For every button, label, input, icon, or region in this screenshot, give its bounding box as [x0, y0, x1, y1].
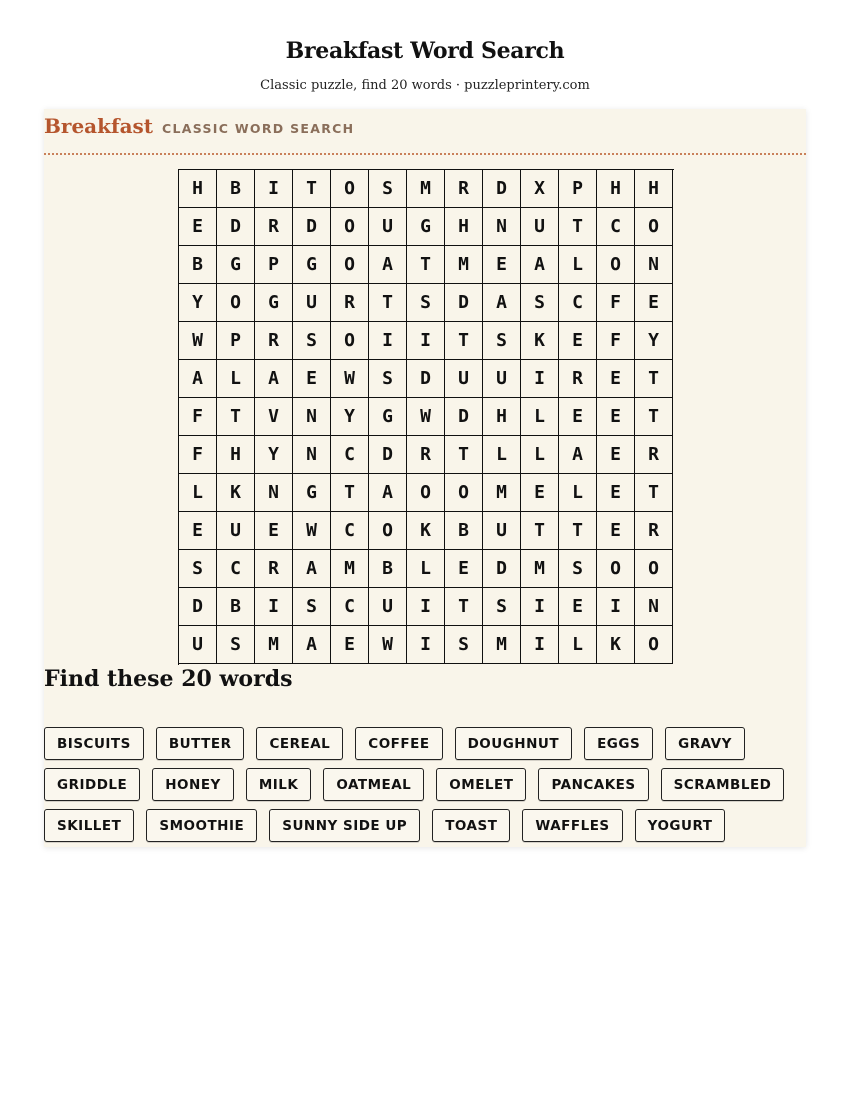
grid-cell[interactable]: O — [331, 170, 369, 208]
grid-cell[interactable]: P — [255, 246, 293, 284]
word-list — [44, 727, 806, 850]
word-chip: SCRAMBLED — [661, 768, 785, 801]
grid-cell[interactable]: L — [407, 550, 445, 588]
word-chip: SMOOTHIE — [146, 809, 257, 842]
grid-cell[interactable]: R — [255, 208, 293, 246]
grid-cell[interactable]: N — [293, 398, 331, 436]
grid-cell[interactable]: I — [521, 360, 559, 398]
word-chip: OATMEAL — [323, 768, 424, 801]
grid-cell[interactable]: R — [407, 436, 445, 474]
grid-cell[interactable]: I — [597, 588, 635, 626]
grid-cell[interactable]: T — [559, 208, 597, 246]
grid-cell[interactable]: M — [521, 550, 559, 588]
grid-cell[interactable]: N — [255, 474, 293, 512]
grid-cell[interactable]: O — [635, 626, 673, 664]
grid-cell[interactable]: S — [559, 550, 597, 588]
letter-grid — [178, 169, 674, 665]
grid-cell[interactable]: O — [331, 246, 369, 284]
grid-cell[interactable]: S — [179, 550, 217, 588]
grid-cell[interactable]: E — [597, 474, 635, 512]
word-chip: EGGS — [584, 727, 653, 760]
grid-cell[interactable]: B — [217, 588, 255, 626]
grid-cell[interactable]: E — [597, 360, 635, 398]
grid-cell[interactable]: C — [331, 588, 369, 626]
word-chip: YOGURT — [635, 809, 726, 842]
grid-cell[interactable]: Y — [179, 284, 217, 322]
grid-cell[interactable]: G — [293, 474, 331, 512]
grid-cell[interactable]: D — [217, 208, 255, 246]
grid-cell[interactable]: E — [559, 398, 597, 436]
grid-cell[interactable]: D — [483, 170, 521, 208]
grid-cell[interactable]: N — [293, 436, 331, 474]
puzzle-card — [44, 109, 806, 847]
grid-cell[interactable]: C — [559, 284, 597, 322]
word-chip: PANCAKES — [538, 768, 648, 801]
card-header — [44, 109, 806, 155]
grid-cell[interactable]: D — [369, 436, 407, 474]
grid-cell[interactable]: E — [559, 588, 597, 626]
grid-cell[interactable]: D — [483, 550, 521, 588]
grid-cell[interactable]: H — [217, 436, 255, 474]
grid-cell[interactable]: E — [597, 512, 635, 550]
grid-cell[interactable]: U — [369, 208, 407, 246]
page-subtitle: Classic puzzle, find 20 words · puzzleprintery.com — [260, 78, 590, 93]
word-list-row — [44, 768, 806, 801]
word-chip: BUTTER — [156, 727, 245, 760]
grid-cell[interactable]: R — [331, 284, 369, 322]
grid-cell[interactable]: R — [255, 550, 293, 588]
grid-cell[interactable]: A — [559, 436, 597, 474]
grid-cell[interactable]: T — [521, 512, 559, 550]
puzzle-tagline: CLASSIC WORD SEARCH — [162, 121, 355, 136]
grid-cell[interactable]: H — [483, 398, 521, 436]
grid-cell[interactable]: B — [217, 170, 255, 208]
grid-cell[interactable]: E — [293, 360, 331, 398]
grid-cell[interactable]: X — [521, 170, 559, 208]
grid-cell[interactable]: O — [217, 284, 255, 322]
grid-cell[interactable]: S — [369, 170, 407, 208]
grid-cell[interactable]: T — [559, 512, 597, 550]
grid-cell[interactable]: A — [293, 550, 331, 588]
grid-cell[interactable]: W — [407, 398, 445, 436]
grid-cell[interactable]: R — [635, 512, 673, 550]
word-chip: GRIDDLE — [44, 768, 140, 801]
grid-cell[interactable]: S — [293, 588, 331, 626]
grid-cell[interactable]: M — [483, 474, 521, 512]
grid-cell[interactable]: E — [483, 246, 521, 284]
grid-cell[interactable]: C — [331, 436, 369, 474]
grid-cell[interactable]: R — [255, 322, 293, 360]
grid-cell[interactable]: G — [369, 398, 407, 436]
grid-cell[interactable]: H — [597, 170, 635, 208]
grid-cell[interactable]: F — [179, 398, 217, 436]
grid-cell[interactable]: K — [217, 474, 255, 512]
grid-cell[interactable]: E — [597, 436, 635, 474]
grid-cell[interactable]: S — [445, 626, 483, 664]
grid-cell[interactable]: E — [521, 474, 559, 512]
grid-cell[interactable]: D — [445, 284, 483, 322]
grid-cell[interactable]: P — [217, 322, 255, 360]
grid-cell[interactable]: E — [597, 398, 635, 436]
grid-cell[interactable]: S — [521, 284, 559, 322]
grid-cell[interactable]: U — [445, 360, 483, 398]
grid-cell[interactable]: S — [483, 588, 521, 626]
grid-cell[interactable]: Y — [255, 436, 293, 474]
word-chip: GRAVY — [665, 727, 745, 760]
puzzle-brand: Breakfast — [44, 114, 154, 138]
grid-cell[interactable]: T — [635, 398, 673, 436]
grid-cell[interactable]: B — [445, 512, 483, 550]
grid-cell[interactable]: N — [483, 208, 521, 246]
grid-cell[interactable]: O — [635, 550, 673, 588]
grid-cell[interactable]: O — [407, 474, 445, 512]
grid-cell[interactable]: I — [407, 588, 445, 626]
grid-cell[interactable]: N — [635, 246, 673, 284]
grid-cell[interactable]: G — [407, 208, 445, 246]
grid-cell[interactable]: U — [483, 512, 521, 550]
grid-cell[interactable]: O — [445, 474, 483, 512]
word-chip: WAFFLES — [522, 809, 622, 842]
grid-cell[interactable]: I — [255, 170, 293, 208]
grid-cell[interactable]: W — [179, 322, 217, 360]
word-chip: CEREAL — [256, 727, 343, 760]
grid-cell[interactable]: M — [445, 246, 483, 284]
grid-cell[interactable]: A — [293, 626, 331, 664]
word-list-row — [44, 809, 806, 842]
word-chip: OMELET — [436, 768, 526, 801]
grid-cell[interactable]: C — [597, 208, 635, 246]
word-chip: COFFEE — [355, 727, 442, 760]
grid-cell[interactable]: Y — [331, 398, 369, 436]
grid-cell[interactable]: E — [635, 284, 673, 322]
grid-cell[interactable]: R — [559, 360, 597, 398]
grid-cell[interactable]: U — [179, 626, 217, 664]
grid-cell[interactable]: T — [445, 322, 483, 360]
word-chip: SUNNY SIDE UP — [269, 809, 420, 842]
grid-cell[interactable]: K — [597, 626, 635, 664]
grid-cell[interactable]: T — [445, 588, 483, 626]
grid-cell[interactable]: E — [179, 512, 217, 550]
grid-cell[interactable]: L — [521, 436, 559, 474]
grid-cell[interactable]: D — [445, 398, 483, 436]
grid-cell[interactable]: U — [217, 512, 255, 550]
word-chip: BISCUITS — [44, 727, 144, 760]
grid-cell[interactable]: T — [217, 398, 255, 436]
grid-cell[interactable]: K — [407, 512, 445, 550]
grid-cell[interactable]: E — [445, 550, 483, 588]
grid-cell[interactable]: O — [331, 208, 369, 246]
grid-cell[interactable]: A — [369, 474, 407, 512]
grid-cell[interactable]: O — [331, 322, 369, 360]
word-chip: DOUGHNUT — [455, 727, 573, 760]
grid-cell[interactable]: W — [293, 512, 331, 550]
grid-cell[interactable]: B — [369, 550, 407, 588]
word-chip: SKILLET — [44, 809, 134, 842]
word-chip: TOAST — [432, 809, 510, 842]
word-chip: MILK — [246, 768, 312, 801]
grid-cell[interactable]: D — [293, 208, 331, 246]
grid-cell[interactable]: H — [635, 170, 673, 208]
grid-cell[interactable]: U — [293, 284, 331, 322]
grid-cell[interactable]: L — [483, 436, 521, 474]
grid-cell[interactable]: L — [559, 626, 597, 664]
grid-cell[interactable]: W — [331, 360, 369, 398]
grid-cell[interactable]: M — [255, 626, 293, 664]
grid-cell[interactable]: S — [217, 626, 255, 664]
grid-cell[interactable]: R — [635, 436, 673, 474]
grid-cell[interactable]: A — [179, 360, 217, 398]
grid-cell[interactable]: O — [369, 512, 407, 550]
grid-cell[interactable]: O — [635, 208, 673, 246]
grid-cell[interactable]: D — [407, 360, 445, 398]
grid-cell[interactable]: U — [483, 360, 521, 398]
grid-cell[interactable]: O — [597, 550, 635, 588]
grid-cell[interactable]: C — [217, 550, 255, 588]
grid-cell[interactable]: R — [445, 170, 483, 208]
grid-cell[interactable]: T — [293, 170, 331, 208]
grid-cell[interactable]: N — [635, 588, 673, 626]
grid-cell[interactable]: H — [445, 208, 483, 246]
grid-cell[interactable]: L — [559, 474, 597, 512]
grid-cell[interactable]: M — [483, 626, 521, 664]
word-chip: HONEY — [152, 768, 234, 801]
grid-cell[interactable]: B — [179, 246, 217, 284]
grid-cell[interactable]: V — [255, 398, 293, 436]
grid-cell[interactable]: I — [407, 322, 445, 360]
grid-cell[interactable]: I — [521, 626, 559, 664]
grid-cell[interactable]: L — [559, 246, 597, 284]
grid-cell[interactable]: L — [521, 398, 559, 436]
grid-cell[interactable]: A — [521, 246, 559, 284]
page-title: Breakfast Word Search — [285, 38, 565, 64]
grid-cell[interactable]: F — [597, 322, 635, 360]
grid-cell[interactable]: A — [483, 284, 521, 322]
grid-cell[interactable]: U — [521, 208, 559, 246]
grid-cell[interactable]: F — [179, 436, 217, 474]
grid-cell[interactable]: D — [179, 588, 217, 626]
grid-cell[interactable]: E — [255, 512, 293, 550]
grid-cell[interactable]: G — [217, 246, 255, 284]
grid-cell[interactable]: E — [331, 626, 369, 664]
grid-cell[interactable]: I — [255, 588, 293, 626]
grid-cell[interactable]: I — [369, 322, 407, 360]
grid-cell[interactable]: W — [369, 626, 407, 664]
word-list-heading: Find these 20 words — [44, 666, 293, 692]
grid-cell[interactable]: T — [369, 284, 407, 322]
grid-cell[interactable]: T — [445, 436, 483, 474]
grid-cell[interactable]: K — [521, 322, 559, 360]
grid-cell[interactable]: S — [483, 322, 521, 360]
grid-cell[interactable]: A — [255, 360, 293, 398]
grid-cell[interactable]: E — [559, 322, 597, 360]
grid-cell[interactable]: F — [597, 284, 635, 322]
grid-cell[interactable]: I — [407, 626, 445, 664]
grid-cell[interactable]: E — [179, 208, 217, 246]
grid-cell[interactable]: M — [407, 170, 445, 208]
grid-cell[interactable]: S — [293, 322, 331, 360]
grid-cell[interactable]: T — [635, 474, 673, 512]
grid-cell[interactable]: S — [369, 360, 407, 398]
grid-cell[interactable]: O — [597, 246, 635, 284]
grid-cell[interactable]: P — [559, 170, 597, 208]
grid-cell[interactable]: S — [407, 284, 445, 322]
grid-cell[interactable]: Y — [635, 322, 673, 360]
word-list-row — [44, 727, 806, 760]
grid-cell[interactable]: I — [521, 588, 559, 626]
grid-cell[interactable]: T — [407, 246, 445, 284]
grid-cell[interactable]: G — [255, 284, 293, 322]
grid-cell[interactable]: T — [635, 360, 673, 398]
grid-cell[interactable]: C — [331, 512, 369, 550]
grid-cell[interactable]: L — [217, 360, 255, 398]
grid-cell[interactable]: L — [179, 474, 217, 512]
grid-cell[interactable]: U — [369, 588, 407, 626]
grid-cell[interactable]: H — [179, 170, 217, 208]
grid-cell[interactable]: G — [293, 246, 331, 284]
grid-cell[interactable]: T — [331, 474, 369, 512]
grid-cell[interactable]: A — [369, 246, 407, 284]
grid-cell[interactable]: M — [331, 550, 369, 588]
